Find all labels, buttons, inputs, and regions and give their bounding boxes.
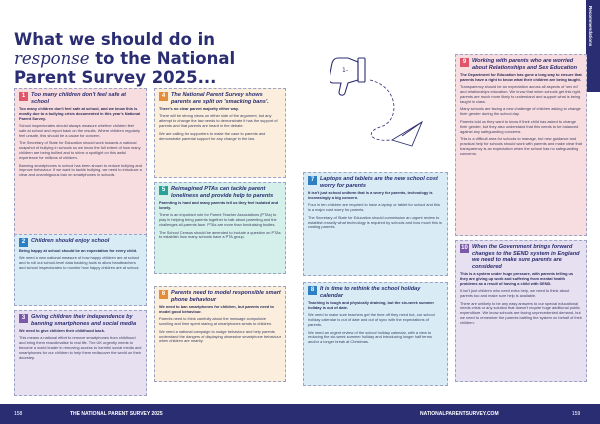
card-number: 4 [159,92,168,101]
card-paragraph: Transparency should be an expectation across all aspects of 'sex ed' and relationships education. We know that when schools get this right, parents are much more likely to understand and support what is being taught in class. [460,84,582,105]
card-paragraph: It isn't just children who need extra help, we need to think about parents too and make sure help is available. [460,288,570,299]
card-paragraph: We need to ban smartphones for children, but parents need to model good behaviour. [159,304,274,314]
card-paragraph: It isn't just school uniform that is a worry for parents, technology is increasingly a big concern. [308,190,433,200]
card-title: Too many children don't feel safe at school [31,92,126,105]
page-number: 159 [572,411,581,417]
card-paragraph: The Secretary of State for Education should commission an urgent review to establish exactly what technology is required by schools and how much this is costing parents. [308,214,442,230]
card-number: 7 [308,176,317,185]
side-tab-label: Recommendations [588,6,593,47]
card-title: Children should enjoy school [31,238,110,244]
card-paragraph: Parents told us they want to know if their child has asked to change their gender, but they also understand that this needs to be balanced against any safeguarding concerns. [460,118,579,134]
card-paragraph: There will be strong views on either side of the argument, but any attempt to change the law needs to demonstrate it has the support of parents and that parents are heard in the debate. [159,113,278,129]
card-paragraph: The Secretary of State for Education should work towards a national snapshot of bullying in schools so we know the full extent of how many children are being bullied and to shine a spotlight on this awful experience for millions of children. [19,140,141,161]
side-tab [586,0,600,92]
card-title: The National Parent Survey shows parents are split on 'smacking bans'. [171,92,269,105]
dashed-flight-path [370,80,394,140]
card-number: 1 [19,92,28,101]
card-paragraph: We need an urgent review of the school holiday calendar, with a view to reducing the six-week summer holiday and introducing longer half terms and/or a longer break at Christmas. [308,329,432,345]
card-paragraph: Banning smartphones in school has been shown to reduce bullying and improve behaviour. If we want to tackle bullying, we need to introduce a clear and unambiguous ban on smartphones in schools. [19,162,142,178]
card-number: 8 [308,286,317,295]
right-page [300,0,600,424]
card-7 [303,172,448,276]
card-paragraph: We need to make sure teachers get the time off they need but, our school holiday calendar is out of date and out of sync with the expectations of parents. [308,312,435,328]
card-title: It is time to rethink the school holiday calendar [320,286,421,299]
card-paragraph: Many schools are facing a new challenge of children asking to change their gender during the school day. [460,106,581,117]
card-paragraph: There's no clear parent majority either way. [159,106,239,111]
card-paragraph: Teaching is tough and physically draining, but the six-week summer holiday is out of date. [308,300,434,310]
card-title: Laptops and tablets are the new school cost worry for parents [320,176,438,189]
page-title: What we should do in response to the National Parent Survey 2025... [14,30,236,87]
card-9 [455,54,587,236]
footer-url[interactable]: NATIONALPARENTSURVEY.COM [420,411,499,417]
card-number: 5 [159,186,168,195]
card-number: 10 [461,245,468,251]
card-paragraph: Being happy at school should be an expectation for every child. [19,248,138,253]
card-paragraph: We need a new national measure of how happy children are at school and to roll out school-level data tracking tools to allow headteachers and school inspectorates to monitor how happy children are at school. [19,255,140,271]
title-script-word: response [14,49,90,68]
card-number: 9 [460,58,469,67]
card-paragraph: Parenting is hard and many parents tell us they feel isolated and lonely. [159,200,279,210]
card-title: Giving children their independence by banning smartphones and social media [31,314,137,327]
card-paragraph: We are calling for supporters to make the case to parents and demonstrate parental support for any change in the law. [159,130,266,141]
card-8 [303,282,448,386]
footer-left [0,404,300,424]
card-5 [154,182,286,274]
card-paragraph: This is a system under huge pressure, with parents telling us they are giving up work and suffering from mental health problems as a result of having a child with SEND. [460,271,574,286]
thumbs-down-paper-plane-illustration [330,52,450,162]
card-paragraph: School inspectorates should always measure whether children feel safe at school and report back on the results. Where children regularly feel unsafe, this should be a cause for concern. [19,123,140,139]
card-paragraph: This means a national effort to remove smartphones from childhood and bring them reacclimatise to real life. The UK urgently needs to become a world leader in removing access to harmful social media and smartphones for our children to help them rediscover the world on their doorstep. [19,335,142,361]
page-number: 158 [14,411,23,417]
card-paragraph: Four in ten children are required to have a laptop or tablet for school and this is a major cost worry for parents. [308,202,440,213]
footer-label: THE NATIONAL PARENT SURVEY 2025 [70,411,163,417]
card-paragraph: The School Census should be amended to include a question on PTAs to establish how many schools have a PTA group. [159,229,281,240]
card-2 [14,234,147,306]
card-title: Parents need to model responsible smart phone behaviour [171,290,281,303]
card-paragraph: Parents need to think carefully about the message compulsive scrolling and time spent staring at smartphones sends to children. [159,316,273,327]
card-number: 2 [19,238,28,247]
card-paragraph: We need a national campaign to nudge behaviour and help parents understand the dangers of displaying obsessive smartphone behaviour when children are nearby. [159,328,281,344]
card-paragraph: The Department for Education has gone a long way to ensure that parents have a right to know what their children are being taught. [460,72,582,82]
card-paragraph: There are unlikely to be any easy answers to our special educational needs crisis or any solution that doesn't require huge additional public expenditure. We know schools are facing unprecedented demand, but we need to remember the parents battling the system on behalf of their children. [460,300,582,326]
card-3 [14,310,147,396]
card-title: Working with parents who are worried about Relationships and Sex Education [472,58,578,71]
card-number: 6 [159,290,168,299]
card-title: Reimagined PTAs can tackle parent loneliness and provide help to parents [171,186,274,199]
card-number: 3 [19,314,28,323]
card-1 [14,88,147,251]
thumbs-down-icon [330,58,365,95]
paper-plane-icon [392,122,422,146]
footer-right [300,404,600,424]
card-4 [154,88,286,178]
thumbs-mark: 1- [342,67,348,74]
card-paragraph: There is an important role for Parent Teacher Associations (PTAs) to play in helping bring parents together to talk about parenting and the challenges all parents face. PTAs are more than fundraising bodies. [159,212,277,228]
card-paragraph: We need to give children their childhood back. [19,328,105,333]
card-paragraph: Too many children don't feel safe at school, and we know this is mostly due to a bullying crisis documented in this year's National Parent Survey. [19,106,141,121]
card-paragraph: This is a difficult area for schools to manage, but new guidance and practical help for schools should work with parents and make clear that transparency is an expectation when the school has no safeguarding concerns. [460,135,582,156]
card-10 [455,240,587,382]
card-title: When the Government brings forward changes to the SEND system in England we need to make sure parents are considered [472,244,580,270]
card-6 [154,286,286,382]
